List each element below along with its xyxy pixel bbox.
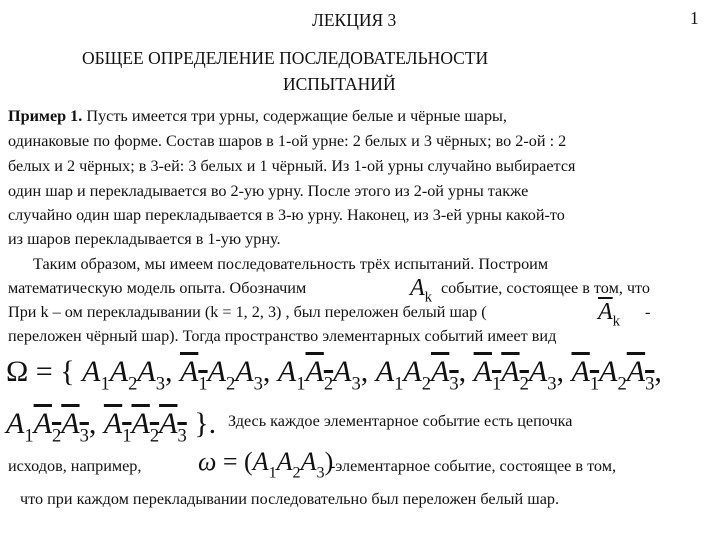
text-line-3: белых и 2 чёрных; в 3-ей: 3 белых и 1 чёрный. Из 1-ой урны случайно выбирается (8, 157, 576, 175)
omega-symbol: Ω (6, 355, 29, 388)
omega-formula-line-2: $A_1A_2A_3$, $A_1A_2A_3$ }. (6, 407, 217, 447)
brace-close: } (194, 407, 209, 440)
text-line-9a: При k – ом перекладывании (k = 1, 2, 3) , был переложен белый шар ( (8, 303, 487, 321)
text-line-12: Здесь каждое элементарное событие есть цепочка (228, 412, 573, 430)
brace-open: { (60, 355, 75, 388)
example-outcome: $\omega = (A_1A_2A_3)$ (198, 447, 334, 482)
text-line-2: одинаковые по форме. Состав шаров в 1-ой урне: 2 белых и 3 чёрных; во 2-ой : 2 (8, 132, 567, 150)
event-a-k: $A_k$ (410, 275, 433, 306)
outcome-4: $A_1A_2A_3$ (375, 355, 459, 395)
equals-sign: = (35, 355, 53, 388)
text-line-13b: -элементарное событие, состоящее в том, (330, 457, 617, 475)
omega-formula-line-1: Ω = { $A_1A_2A_3$, $A_1A_2A_3$, $A_1A_2A_3$, $A_1A_2A_3$, $A_1A_2A_3$, $A_1A_2A_3$, (6, 355, 662, 395)
text-line-13a: исходов, например, (8, 457, 142, 475)
text-line-6: из шаров перекладывается в 1-ую урну. (8, 230, 281, 248)
text-line-8b: событие, состоящее в том, что (441, 279, 651, 297)
outcome-8: $A_1A_2A_3$ (103, 407, 187, 447)
text-line-10: переложен чёрный шар). Тогда пространство элементарных событий имеет вид (8, 327, 557, 345)
outcome-1: $A_1A_2A_3$ (82, 355, 165, 395)
text-line-4: один шар и перекладывается во 2-ую урну. После этого из 2-ой урны также (8, 182, 529, 200)
outcome-7: $A_1A_2A_3$ (6, 407, 89, 447)
text-line-14: что при каждом перекладывании последовательно был переложен белый шар. (20, 490, 560, 508)
outcome-5: $A_1A_2A_3$ (473, 355, 557, 395)
title-line-2: ИСПЫТАНИЙ (283, 74, 396, 94)
title-line-1: ОБЩЕЕ ОПРЕДЕЛЕНИЕ ПОСЛЕДОВАТЕЛЬНОСТИ (82, 48, 489, 68)
example-label: Пример 1. (8, 107, 83, 125)
text-line-5: случайно один шар перекладывается в 3-ю урну. Наконец, из 3-ей урны какой-то (8, 206, 565, 224)
text-line-1-rest: Пусть имеется три урны, содержащие белые и чёрные шары, (86, 107, 507, 125)
outcome-2: $A_1A_2A_3$ (180, 355, 263, 395)
text-line-7: Таким образом, мы имеем последовательность трёх испытаний. Построим (33, 255, 549, 273)
text-line-1 (8, 105, 507, 127)
page-number: 1 (690, 8, 699, 28)
text-line-8a: математическую модель опыта. Обозначим (8, 279, 307, 297)
outcome-6: $A_1A_2A_3$ (571, 355, 655, 395)
lecture-heading: ЛЕКЦИЯ 3 (312, 10, 397, 30)
outcome-3: $A_1A_2A_3$ (277, 355, 361, 395)
text-line-9b: - (645, 303, 651, 321)
event-a-k-bar: $\overline{A}_k$ (598, 299, 621, 330)
